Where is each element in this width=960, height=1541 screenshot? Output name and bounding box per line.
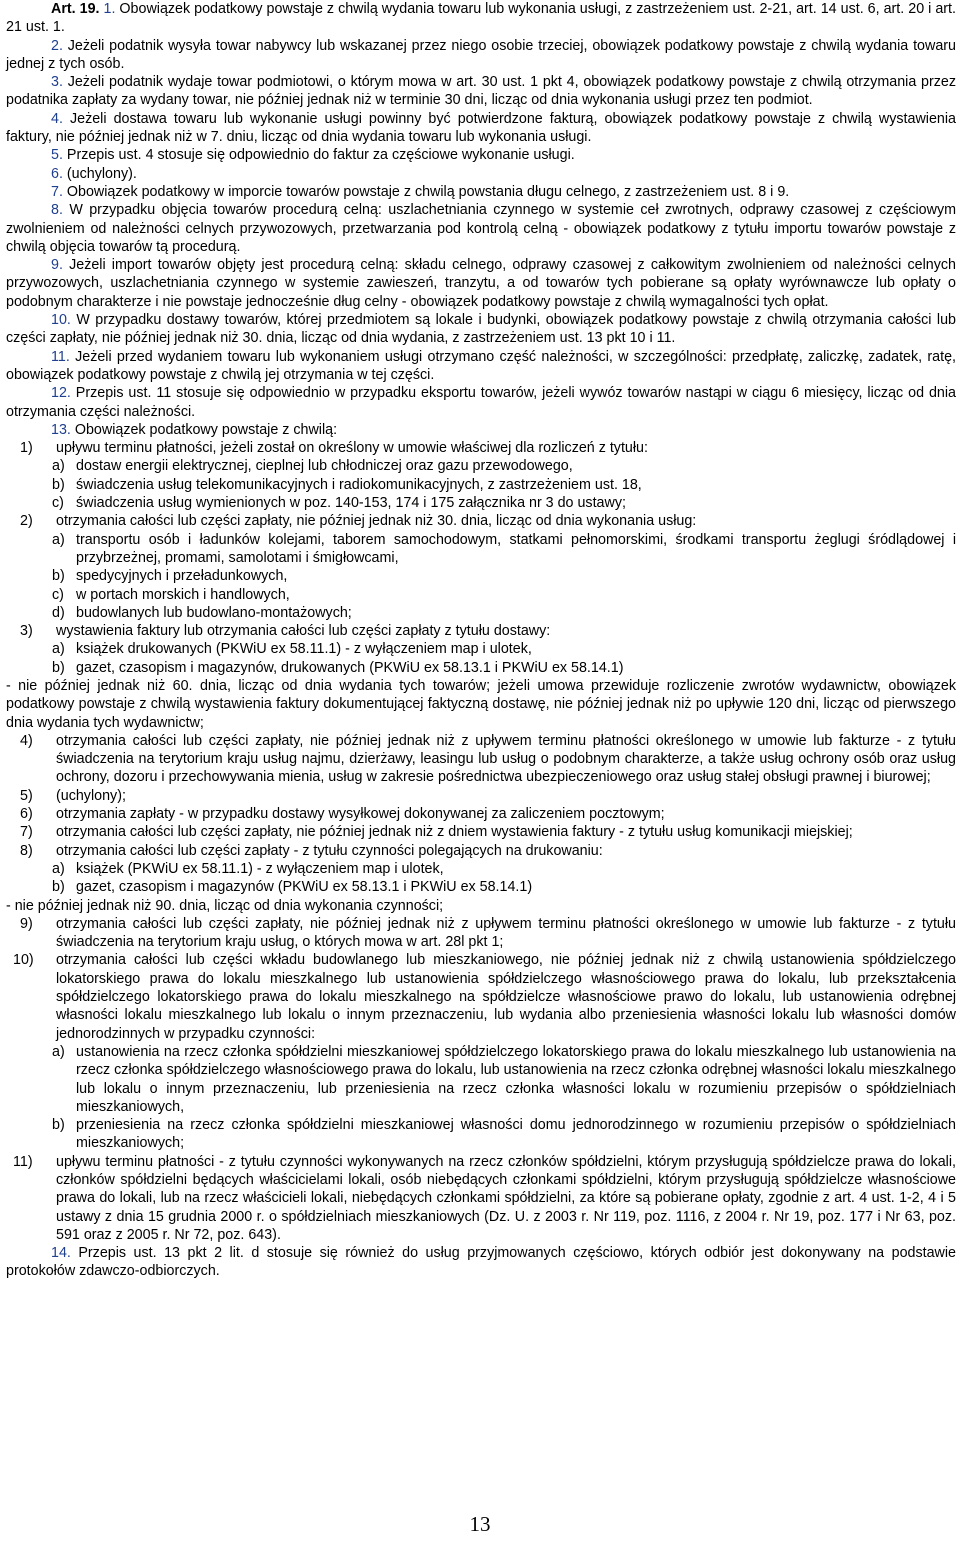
sub-item-text: budowlanych lub budowlano-montażowych; bbox=[76, 604, 352, 621]
paragraph-text: Jeżeli dostawa towaru lub wykonanie usługi powinny być potwierdzone fakturą, obowiązek podatkowy powstaje z chwilą wystawienia faktury, nie później jednak niż w 7. dniu, licząc od dnia wydania towaru lub wykonania usługi. bbox=[6, 110, 956, 146]
paragraph-number: 3. bbox=[51, 74, 63, 91]
sub-marker: a) bbox=[52, 860, 65, 877]
sub-item-2c bbox=[6, 586, 956, 604]
list-marker: 11) bbox=[13, 1153, 33, 1170]
paragraph-number: 1. bbox=[103, 1, 116, 17]
sub-marker: b) bbox=[52, 568, 65, 585]
sub-item-10b bbox=[6, 1116, 956, 1153]
list-item-10 bbox=[6, 951, 956, 1042]
article-body bbox=[6, 0, 956, 1281]
list-item-text: otrzymania całości lub części zapłaty, nie później jednak niż 30. dnia, licząc od dnia wykonania usług: bbox=[56, 513, 697, 530]
list-item-text: upływu terminu płatności - z tytułu czynności wykonywanych na rzecz członków spółdzielni, którym przysługują spółdzielcze prawa do lokali, członków spółdzielni będących właścicielami lokali, osób niebędących członkami spółdzielni, którym przysługują spółdzielcze własnościowe prawa do lokali, lub na rzecz właścicieli lokali, niebędących członkami spółdzielni, za które są pobierane opłaty, zgodnie z art. 4 ust. 1-2, 4 i 5 ustawy z dnia 15 grudnia 2000 r. o spółdzielniach mieszkaniowych (Dz. U. z 2003 r. Nr 119, poz. 1116, z 2004 r. Nr 19, poz. 177 i Nr 63, poz. 591 oraz z 2005 r. Nr 72, poz. 643). bbox=[56, 1153, 956, 1243]
sub-marker: b) bbox=[52, 879, 65, 896]
list-marker: 8) bbox=[20, 842, 33, 859]
sub-marker: b) bbox=[52, 659, 65, 676]
paragraph-text: Jeżeli podatnik wysyła towar nabywcy lub wskazanej przez niego osobie trzeciej, obowiązek podatkowy powstaje z chwilą wydania towaru jednej z tych osób. bbox=[6, 37, 956, 72]
sub-marker: d) bbox=[52, 604, 65, 621]
paragraph-number: 2. bbox=[51, 37, 63, 54]
list-item-3 bbox=[6, 622, 956, 640]
paragraph-text: (uchylony). bbox=[62, 165, 137, 182]
list-marker: 1) bbox=[20, 440, 33, 457]
list-item-text: otrzymania zapłaty - w przypadku dostawy wysyłkowej dokonywanej za zaliczeniem pocztowym; bbox=[56, 806, 665, 823]
paragraph-number: 9. bbox=[51, 257, 63, 274]
paragraph-13 bbox=[6, 421, 956, 439]
paragraph-14 bbox=[6, 1244, 956, 1281]
paragraph-6 bbox=[6, 165, 956, 183]
list-item-8-tail: - nie później jednak niż 90. dnia, licząc od dnia wykonania czynności; bbox=[6, 897, 444, 914]
sub-item-8a bbox=[6, 860, 956, 878]
paragraph-text: Obowiązek podatkowy powstaje z chwilą: bbox=[70, 421, 338, 438]
paragraph-number: 14. bbox=[51, 1245, 71, 1262]
sub-item-text: spedycyjnych i przeładunkowych, bbox=[76, 568, 288, 585]
list-item-4 bbox=[6, 732, 956, 787]
paragraph-text: Przepis ust. 4 stosuje się odpowiednio do faktur za częściowe wykonanie usługi. bbox=[62, 147, 575, 164]
paragraph-number: 13. bbox=[51, 421, 71, 438]
sub-marker: c) bbox=[52, 495, 64, 512]
sub-item-text: transportu osób i ładunków kolejami, taborem samochodowym, statkami pełnomorskimi, środkami transportu żeglugi śródlądowej i przybrzeżnej, promami, samolotami i śmigłowcami, bbox=[76, 531, 956, 566]
paragraph-number: 8. bbox=[51, 202, 63, 219]
sub-item-text: książek drukowanych (PKWiU ex 58.11.1) - z wyłączeniem map i ulotek, bbox=[76, 641, 532, 658]
list-item-3-tail: - nie później jednak niż 60. dnia, licząc od dnia wydania tych towarów; jeżeli umowa przewiduje rozliczenie zwrotów wydawnictw, obowiązek podatkowy powstaje z chwilą wystawienia faktury dokumentującej faktyczną dostawę, nie później jednak niż po upływie 120 dni, licząc od pierwszego dnia wydania tych wydawnictw; bbox=[6, 677, 956, 731]
list-item-text: otrzymania całości lub części zapłaty, nie później jednak niż z upływem terminu płatności określonego w umowie lub fakturze - z tytułu świadczenia na terytorium kraju usług, o których mowa w art. 28l pkt 1; bbox=[56, 915, 956, 951]
paragraph-text: Przepis ust. 11 stosuje się odpowiednio w przypadku eksportu towarów, jeżeli wywóz towarów nastąpi w ciągu 6 miesięcy, licząc od dnia otrzymania części należności. bbox=[6, 385, 956, 420]
paragraph-7 bbox=[6, 183, 956, 201]
list-item-11 bbox=[6, 1153, 956, 1244]
sub-item-10a bbox=[6, 1043, 956, 1116]
paragraph-text: Obowiązek podatkowy w imporcie towarów powstaje z chwilą powstania długu celnego, z zastrzeżeniem ust. 8 i 9. bbox=[62, 183, 790, 200]
paragraph-1 bbox=[6, 0, 956, 37]
sub-marker: a) bbox=[52, 458, 65, 475]
sub-item-1b bbox=[6, 476, 956, 494]
list-marker: 3) bbox=[20, 623, 33, 640]
paragraph-number: 4. bbox=[51, 110, 63, 127]
paragraph-text: W przypadku dostawy towarów, której przedmiotem są lokale i budynki, obowiązek podatkowy powstaje z chwilą otrzymania całości lub części zapłaty, nie później jednak niż 30. dnia, licząc od dnia wydania, z zastrzeżeniem ust. 13 pkt 10 i 11. bbox=[6, 312, 956, 347]
list-item-text: otrzymania całości lub części zapłaty - z tytułu czynności polegających na drukowaniu: bbox=[56, 842, 603, 859]
sub-item-3a bbox=[6, 640, 956, 658]
list-item-text: (uchylony); bbox=[56, 787, 126, 804]
paragraph-text: Jeżeli import towarów objęty jest procedurą celną: składu celnego, odprawy czasowej z całkowitym zwolnieniem od należności celnych przywozowych, uszlachetniania czynnego w systemie zawieszeń, tranzytu, a od towarów tych pobierane są opłaty wyrównawcze lub opłaty o podobnym charakterze i nie powstaje jednocześnie dług celny - obowiązek podatkowy powstaje z chwilą wymagalności tych opłat. bbox=[6, 257, 956, 310]
paragraph-9 bbox=[6, 256, 956, 311]
sub-item-2b bbox=[6, 567, 956, 585]
sub-item-2a bbox=[6, 531, 956, 568]
sub-item-text: w portach morskich i handlowych, bbox=[76, 586, 290, 603]
paragraph-text: Jeżeli podatnik wydaje towar podmiotowi, o którym mowa w art. 30 ust. 1 pkt 4, obowiązek podatkowy powstaje z chwilą otrzymania przez podatnika zapłaty za wydany towar, nie później jednak niż w terminie 30 dni, licząc od dnia wykonania usługi przez ten podmiot. bbox=[6, 74, 956, 109]
list-item-text: otrzymania całości lub części zapłaty, nie później jednak niż z upływem terminu płatności określonego w umowie lub fakturze - z tytułu świadczenia na terytorium kraju usług najmu, dzierżawy, leasingu lub usług o podobnym charakterze, a także usług ochrony osób oraz usług ochrony, dozoru i przechowywania mienia, usług w zakresie pośrednictwa ubezpieczeniowego oraz usług stałej obsługi prawnej i biurowej; bbox=[56, 732, 956, 786]
paragraph-number: 10. bbox=[51, 312, 71, 329]
sub-item-text: świadczenia usług wymienionych w poz. 140-153, 174 i 175 załącznika nr 3 do ustawy; bbox=[76, 495, 626, 512]
paragraph-text: W przypadku objęcia towarów procedurą celną: uszlachetniania czynnego w systemie ceł zwrotnych, odprawy czasowej z częściowym zwolnieniem od należności celnych przywozowych, przetwarzania pod kontrolą celną - obowiązek podatkowy z tytułu importu towarów powstaje z chwilą objęcia towarów tą procedurą. bbox=[6, 202, 956, 255]
paragraph-text: Obowiązek podatkowy powstaje z chwilą wydania towaru lub wykonania usługi, z zastrzeżeniem ust. 2-21, art. 14 ust. 6, art. 20 i art. 21 ust. 1. bbox=[6, 1, 956, 36]
sub-item-text: gazet, czasopism i magazynów, drukowanych (PKWiU ex 58.13.1 i PKWiU ex 58.14.1) bbox=[76, 659, 624, 676]
paragraph-8 bbox=[6, 201, 956, 256]
sub-marker: a) bbox=[52, 1043, 65, 1060]
list-item-8 bbox=[6, 842, 956, 860]
sub-marker: b) bbox=[52, 1117, 65, 1134]
list-item-7 bbox=[6, 823, 956, 841]
list-marker: 7) bbox=[20, 824, 33, 841]
paragraph-5 bbox=[6, 146, 956, 164]
paragraph-number: 5. bbox=[51, 147, 63, 164]
list-item-text: otrzymania całości lub części zapłaty, nie później jednak niż z dniem wystawienia faktury - z tytułu usług komunikacji miejskiej; bbox=[56, 824, 853, 841]
list-item-6 bbox=[6, 805, 956, 823]
paragraph-text: Jeżeli przed wydaniem towaru lub wykonaniem usługi otrzymano część należności, w szczególności: przedpłatę, zaliczkę, zadatek, ratę, obowiązek podatkowy powstaje z chwilą jej otrzymania w tej części. bbox=[6, 348, 956, 383]
sub-item-1a bbox=[6, 457, 956, 475]
page-number: 13 bbox=[469, 1512, 491, 1536]
paragraph-number: 12. bbox=[51, 385, 71, 402]
sub-item-2d bbox=[6, 604, 956, 622]
paragraph-10 bbox=[6, 311, 956, 348]
list-marker: 2) bbox=[20, 513, 33, 530]
sub-marker: c) bbox=[52, 586, 64, 603]
list-item-9 bbox=[6, 915, 956, 952]
paragraph-number: 6. bbox=[51, 165, 63, 182]
sub-marker: a) bbox=[52, 641, 65, 658]
paragraph-number: 11. bbox=[51, 348, 70, 365]
paragraph-number: 7. bbox=[51, 183, 63, 200]
list-item-text: upływu terminu płatności, jeżeli został on określony w umowie właściwej dla rozliczeń z tytułu: bbox=[56, 440, 648, 457]
sub-item-text: świadczenia usług telekomunikacyjnych i radiokomunikacyjnych, z zastrzeżeniem ust. 18, bbox=[76, 476, 642, 493]
list-marker: 10) bbox=[13, 952, 34, 969]
list-marker: 4) bbox=[20, 732, 33, 749]
list-marker: 6) bbox=[20, 806, 33, 823]
paragraph-3 bbox=[6, 73, 956, 110]
list-item-2 bbox=[6, 512, 956, 530]
sub-marker: a) bbox=[52, 531, 65, 548]
list-item-5 bbox=[6, 787, 956, 805]
list-marker: 9) bbox=[20, 915, 33, 932]
sub-item-text: dostaw energii elektrycznej, cieplnej lub chłodniczej oraz gazu przewodowego, bbox=[76, 458, 573, 475]
sub-item-3b bbox=[6, 659, 956, 677]
list-item-1 bbox=[6, 439, 956, 457]
sub-marker: b) bbox=[52, 476, 65, 493]
paragraph-11 bbox=[6, 348, 956, 385]
list-marker: 5) bbox=[20, 787, 33, 804]
sub-item-1c bbox=[6, 494, 956, 512]
sub-item-text: książek (PKWiU ex 58.11.1) - z wyłączeniem map i ulotek, bbox=[76, 860, 444, 877]
paragraph-2 bbox=[6, 37, 956, 74]
paragraph-4 bbox=[6, 110, 956, 147]
sub-item-text: ustanowienia na rzecz członka spółdzielni mieszkaniowej spółdzielczego lokatorskiego prawa do lokalu mieszkalnego lub ustanowienia na rzecz członka spółdzielczego własnościowego prawa do lokalu, lub ustanowienia na rzecz członka odrębnej własności lokalu mieszkalnego lub lokalu o innym przeznaczeniu, lub przeniesienia na rzecz członka własności lokalu w rozumieniu przepisów o spółdzielniach mieszkaniowych, bbox=[76, 1043, 956, 1115]
paragraph-text: Przepis ust. 13 pkt 2 lit. d stosuje się również do usług przyjmowanych częściowo, których odbiór jest dokonywany na podstawie protokołów zdawczo-odbiorczych. bbox=[6, 1245, 956, 1280]
sub-item-8b bbox=[6, 878, 956, 896]
list-item-text: otrzymania całości lub części wkładu budowlanego lub mieszkaniowego, nie później jednak niż z chwilą ustanowienia spółdzielczego lokatorskiego prawa do lokalu mieszkalnego lub ustanowienia spółdzielczego własnościowego prawa do lokalu, lub przekształcenia spółdzielczego lokatorskiego prawa do lokalu mieszkalnego na spółdzielcze własnościowe prawo do lokalu, lub ustanowienia odrębnej własności lokalu mieszkalnego lub lokalu o innym przeznaczeniu, lub wydania albo przeniesienia własności lokalu lub własności domów jednorodzinnych w przypadku czynności: bbox=[56, 952, 956, 1042]
article-title: Art. 19. bbox=[51, 1, 100, 17]
paragraph-12 bbox=[6, 384, 956, 421]
sub-item-text: przeniesienia na rzecz członka spółdzielni mieszkaniowej własności domu jednorodzinnego w rozumieniu przepisów o spółdzielniach mieszkaniowych; bbox=[76, 1117, 956, 1152]
list-item-text: wystawienia faktury lub otrzymania całości lub części zapłaty z tytułu dostawy: bbox=[56, 623, 551, 640]
sub-item-text: gazet, czasopism i magazynów (PKWiU ex 58.13.1 i PKWiU ex 58.14.1) bbox=[76, 879, 533, 896]
